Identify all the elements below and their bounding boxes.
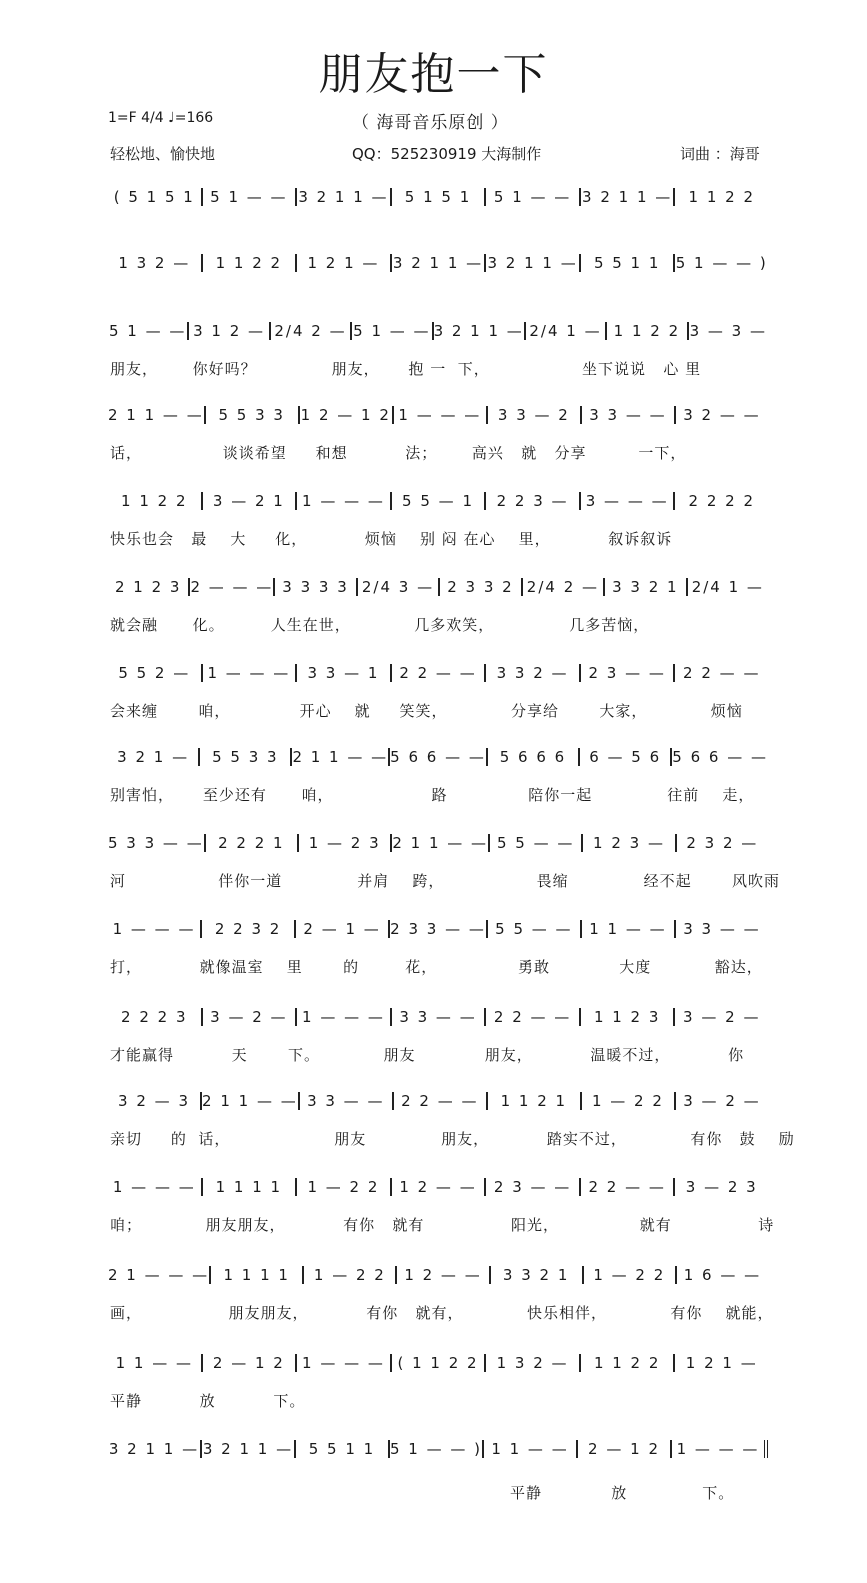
measure: 3 3 — 1: [295, 664, 390, 682]
measure: 1 — — —: [112, 920, 196, 938]
measure: 2 2 2 1: [204, 834, 297, 852]
measure: 5 5 2 —: [118, 664, 191, 682]
notes-row: [108, 1256, 768, 1294]
measure: 3 2 — 3: [118, 1092, 190, 1110]
measure: 1 — 2 2: [302, 1266, 395, 1284]
measure: 3 2 1 1 —: [433, 322, 524, 340]
notes-row: [108, 396, 768, 434]
measure: 1 1 2 3: [579, 1008, 674, 1026]
notes-row: [108, 1168, 768, 1206]
measure: 3 2 — —: [674, 406, 768, 424]
measure: ( 5 1 5 1: [113, 188, 195, 206]
lyrics-row: 亲切 的 话， 朋友 朋友， 踏实不过， 有你 鼓 励: [110, 1130, 795, 1148]
measure: 1 1 2 2: [121, 492, 188, 510]
measure: 3 3 — —: [580, 406, 674, 424]
measure: 3 2 1 1 —: [579, 188, 674, 206]
measure: 2 2 2 2: [673, 492, 768, 510]
measure: 1 1 2 2: [605, 322, 686, 340]
lyrics-row: 打， 就像温室 里 的 花， 勇敢 大度 豁达，: [110, 958, 763, 976]
notes-row: [108, 824, 768, 862]
lyrics-row: 快乐也会 最 大 化， 烦恼 别 闷 在心 里， 叙诉叙诉: [110, 530, 673, 548]
measure: 3 2 1 1 —: [484, 254, 579, 272]
measure: 1 1 — —: [482, 1440, 576, 1458]
measure: 5 5 — 1: [390, 492, 485, 510]
measure: 1 1 — —: [580, 920, 674, 938]
measure: 5 1 — —: [201, 188, 296, 206]
measure: 1 1 2 1: [486, 1092, 580, 1110]
notes-row: [108, 998, 768, 1036]
measure: 3 3 — 2: [486, 406, 580, 424]
measure: 1 1 2 2: [673, 188, 768, 206]
measure: 2 1 1 — —: [202, 1092, 298, 1110]
measure: 5 1 — —: [108, 322, 187, 340]
measure: 1 1 2 2: [201, 254, 296, 272]
measure: 1 2 1 —: [673, 1354, 768, 1372]
measure: 2 3 2 —: [675, 834, 768, 852]
measure: 1 — — —: [392, 406, 486, 424]
measure: 3 3 3 3: [273, 578, 355, 596]
measure: 3 — 2 —: [674, 1092, 768, 1110]
measure: 2 1 1 — —: [292, 748, 389, 766]
measure: 3 2 1 1 —: [295, 188, 390, 206]
measure: 2 2 — —: [579, 1178, 674, 1196]
measure: 5 1 — —: [350, 322, 431, 340]
measure: 6 — 5 6: [578, 748, 670, 766]
measure: 2/4 2 —: [521, 578, 603, 596]
key-signature: 1=F 4/4 ♩=166: [108, 110, 214, 126]
measure: 2 2 — —: [484, 1008, 579, 1026]
measure: 3 3 — —: [674, 920, 768, 938]
measure: 2 — 1 —: [294, 920, 388, 938]
lyrics-row: 河 伴你一道 并肩 跨， 畏缩 经不起 风吹雨: [110, 872, 780, 890]
measure: 2/4 3 —: [356, 578, 438, 596]
measure: 3 — 2 1: [201, 492, 296, 510]
measure: 2/4 1 —: [524, 322, 605, 340]
measure: 3 3 2 1: [603, 578, 685, 596]
measure: 5 5 — —: [488, 834, 581, 852]
measure: 3 — 3 —: [687, 322, 768, 340]
measure: 3 — 2 —: [201, 1008, 296, 1026]
measure: 2 2 3 2: [200, 920, 294, 938]
measure: 1 3 2 —: [484, 1354, 579, 1372]
measure: 1 6 — —: [675, 1266, 768, 1284]
measure: 1 2 — 1 2: [298, 406, 392, 424]
measure: 1 1 1 1: [201, 1178, 296, 1196]
measure: 2 — — —: [190, 578, 274, 596]
measure: 2 3 3 — —: [390, 920, 486, 938]
measure: ( 1 1 2 2: [390, 1354, 485, 1372]
measure: 3 3 2 1: [489, 1266, 582, 1284]
measure: 2 2 2 3: [121, 1008, 188, 1026]
measure: 5 5 1 1: [294, 1440, 388, 1458]
measure: 1 2 1 —: [295, 254, 390, 272]
measure: 1 1 2 2: [579, 1354, 674, 1372]
measure: 2 — 1 2: [576, 1440, 670, 1458]
measure: 1 — — —: [295, 1008, 390, 1026]
measure: 2 2 — —: [673, 664, 768, 682]
measure: 1 1 — —: [115, 1354, 193, 1372]
measure: 3 3 2 —: [484, 664, 579, 682]
lyrics-row: 平静 放 下。: [510, 1484, 735, 1502]
measure: 1 — — —: [670, 1440, 768, 1458]
measure: 1 2 — —: [390, 1178, 485, 1196]
notes-row: [108, 312, 768, 350]
lyrics-row: 会来缠 咱， 开心 就 笑笑， 分享给 大家， 烦恼: [110, 702, 743, 720]
notes-row: [108, 738, 768, 776]
measure: 2 3 — —: [579, 664, 674, 682]
measure: 3 2 1 —: [117, 748, 190, 766]
notes-row: [108, 244, 768, 282]
measure: 5 5 — —: [486, 920, 580, 938]
measure: 1 2 3 —: [581, 834, 674, 852]
measure: 2 3 — —: [484, 1178, 579, 1196]
measure: 3 — 2 3: [673, 1178, 768, 1196]
notes-row: [108, 1430, 768, 1468]
measure: 5 5 1 1: [579, 254, 674, 272]
song-title: 朋友抱一下: [318, 49, 549, 100]
subtitle: （ 海哥音乐原创 ）: [352, 113, 509, 133]
measure: 1 — 2 2: [295, 1178, 390, 1196]
measure: 3 — 2 —: [673, 1008, 768, 1026]
measure: 1 2 — —: [395, 1266, 488, 1284]
measure: 5 1 — — ): [673, 254, 768, 272]
lyrics-row: 话， 谈谈希望 和想 法； 高兴 就 分享 一下，: [110, 444, 687, 462]
measure: 2 2 3 —: [484, 492, 579, 510]
measure: 1 — — —: [295, 492, 390, 510]
notes-row: [108, 568, 768, 606]
measure: 2 2 — —: [390, 664, 485, 682]
measure: 2 — 1 2: [201, 1354, 296, 1372]
notes-row: [108, 654, 768, 692]
measure: 1 — — —: [295, 1354, 390, 1372]
credits: 词曲 ：海哥: [680, 145, 760, 163]
notes-row: [108, 482, 768, 520]
measure: 1 — 2 2: [580, 1092, 674, 1110]
measure: 2/4 1 —: [686, 578, 768, 596]
measure: 5 5 3 3: [198, 748, 290, 766]
measure: 5 6 6 — —: [672, 748, 768, 766]
lyrics-row: 别害怕， 至少还有 咱， 路 陪你一起 往前 走，: [110, 786, 755, 804]
lyrics-row: 才能赢得 天 下。 朋友 朋友， 温暖不过， 你: [110, 1046, 745, 1064]
measure: 3 2 1 1 —: [108, 1440, 200, 1458]
measure: 1 — 2 2: [582, 1266, 675, 1284]
notes-row: [108, 910, 768, 948]
tempo-marking: 轻松地、愉快地: [110, 145, 216, 163]
measure: 5 1 — — ): [390, 1440, 483, 1458]
measure: 3 2 1 1 —: [200, 1440, 294, 1458]
measure: 5 5 3 3: [204, 406, 298, 424]
lyrics-row: 平静 放 下。: [110, 1392, 306, 1410]
measure: 1 — — —: [201, 664, 296, 682]
measure: 3 3 — —: [298, 1092, 392, 1110]
qq-info: QQ：525230919 大海制作: [352, 145, 542, 163]
measure: 1 1 1 1: [209, 1266, 302, 1284]
measure: 5 6 6 — —: [390, 748, 486, 766]
measure: 5 1 — —: [484, 188, 579, 206]
measure: 1 3 2 —: [118, 254, 191, 272]
measure: 1 — 2 3: [297, 834, 390, 852]
measure: 2 1 1 — —: [108, 406, 204, 424]
measure: 2 2 — —: [392, 1092, 486, 1110]
measure: 3 3 — —: [390, 1008, 485, 1026]
lyrics-row: 画， 朋友朋友， 有你 就有， 快乐相伴， 有你 就能，: [110, 1304, 774, 1322]
measure: 3 — — —: [579, 492, 674, 510]
measure: 2 1 2 3: [114, 578, 182, 596]
notes-row: [108, 178, 768, 216]
lyrics-row: 就会融 化。 人生在世， 几多欢笑， 几多苦恼，: [110, 616, 650, 634]
measure: 3 2 1 1 —: [390, 254, 485, 272]
lyrics-row: 咱； 朋友朋友， 有你 就有 阳光， 就有 诗: [110, 1216, 775, 1234]
measure: 2 1 1 — —: [392, 834, 489, 852]
lyrics-row: 朋友， 你好吗？ 朋友， 抱 一 下， 坐下说说 心 里: [110, 360, 702, 378]
measure: 5 1 5 1: [390, 188, 485, 206]
measure: 1 — — —: [112, 1178, 196, 1196]
measure: 2/4 2 —: [269, 322, 350, 340]
notes-row: [108, 1344, 768, 1382]
measure: 5 3 3 — —: [108, 834, 204, 852]
measure: 5 6 6 6: [486, 748, 578, 766]
measure: 3 1 2 —: [187, 322, 268, 340]
measure: 2 3 3 2: [438, 578, 520, 596]
measure: 2 1 — — —: [108, 1266, 210, 1284]
notes-row: [108, 1082, 768, 1120]
